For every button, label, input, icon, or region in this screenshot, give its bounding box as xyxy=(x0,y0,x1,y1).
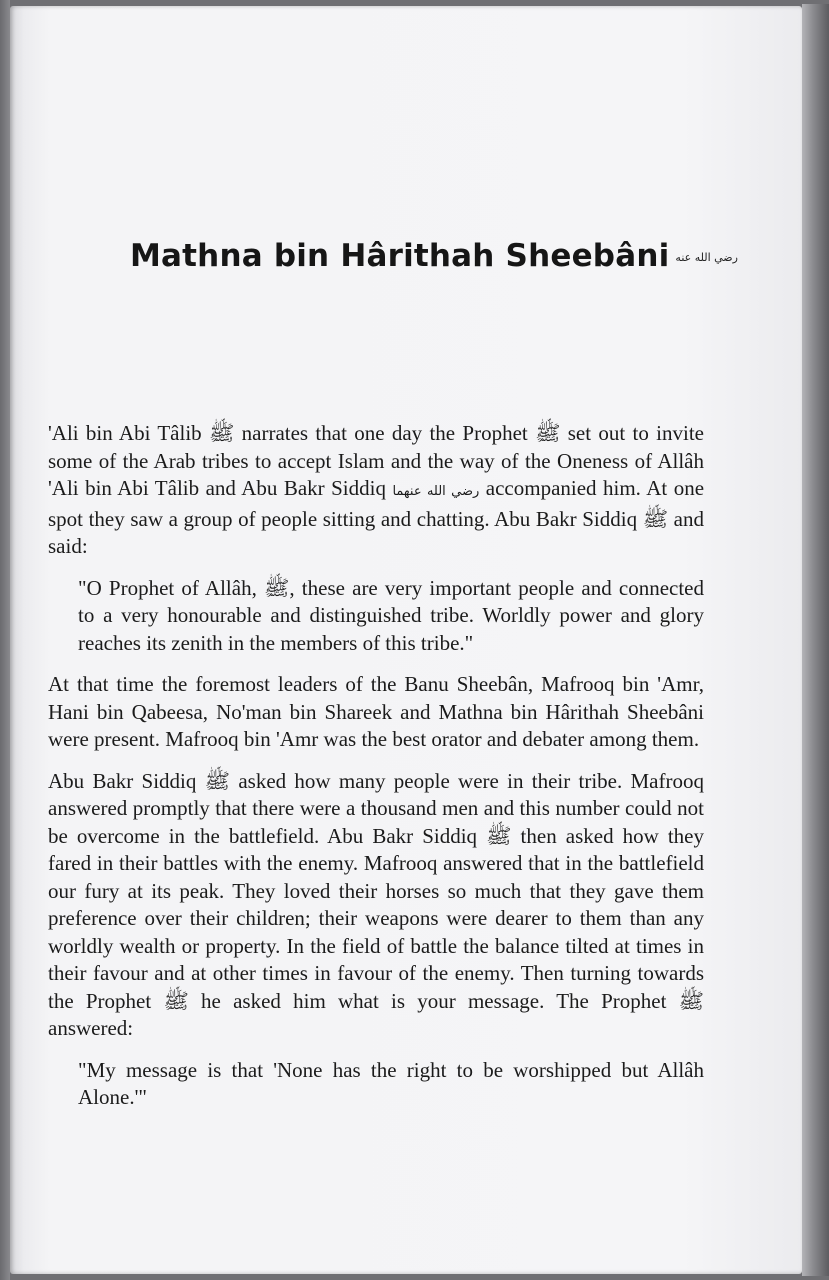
paragraph: At that time the foremost leaders of the Banu Sheebân, Mafrooq bin 'Amr, Hani bin Qabeesa, No'man bin Shareek and Mathna bin Hârithah Sheebâni were present. Mafrooq bin 'Amr was the best orator and debater among them. xyxy=(48,672,704,751)
paragraph: Abu Bakr Siddiq ﷺ asked how many people were in their tribe. Mafrooq answered promptly that there were a thousand men and this number could not be overcome in the battlefield. Abu Bakr Siddiq ﷺ then asked how they fared in their battles with the enemy. Mafrooq answered that in the battlefield our fury at its peak. They loved their horses so much that they gave them preference over their children; their weapons were dearer to them than any worldly wealth or property. In the field of battle the balance tilted at times in their favour and at other times in favour of the enemy. Then turning towards the Prophet ﷺ he asked him what is your message. The Prophet ﷺ answered: xyxy=(48,768,705,1040)
quotation: "My message is that 'None has the right to be worshipped but Allâh Alone.'" xyxy=(78,1057,704,1109)
chapter-title-text: Mathna bin Hârithah Sheebâni xyxy=(130,238,670,274)
chapter-title xyxy=(130,238,738,274)
paragraph-text: accompanied him. At one spot they saw a group of people sitting and chatting. Abu Bakr Siddiq ﷺ and said: xyxy=(48,476,705,558)
paragraph xyxy=(48,420,704,561)
paragraph-text: 'Ali bin Abi Tâlib ﷺ narrates that one day the Prophet ﷺ set out to invite some of the Arab tribes to accept Islam and the way of the Oneness of Allâh 'Ali bin Abi Tâlib and Abu Bakr Siddiq xyxy=(48,421,705,500)
page-edge xyxy=(802,4,829,1276)
book-gutter-shadow xyxy=(0,0,10,1280)
arabic-honorific: رضي الله عنهما xyxy=(392,484,480,499)
chapter-body xyxy=(48,420,704,1126)
honorific-calligraphy: رضي الله عنه xyxy=(675,251,738,264)
quotation: "O Prophet of Allâh, ﷺ, these are very important people and connected to a very honourable and distinguished tribe. Worldly power and glory reaches its zenith in the members of this tribe." xyxy=(78,575,704,655)
